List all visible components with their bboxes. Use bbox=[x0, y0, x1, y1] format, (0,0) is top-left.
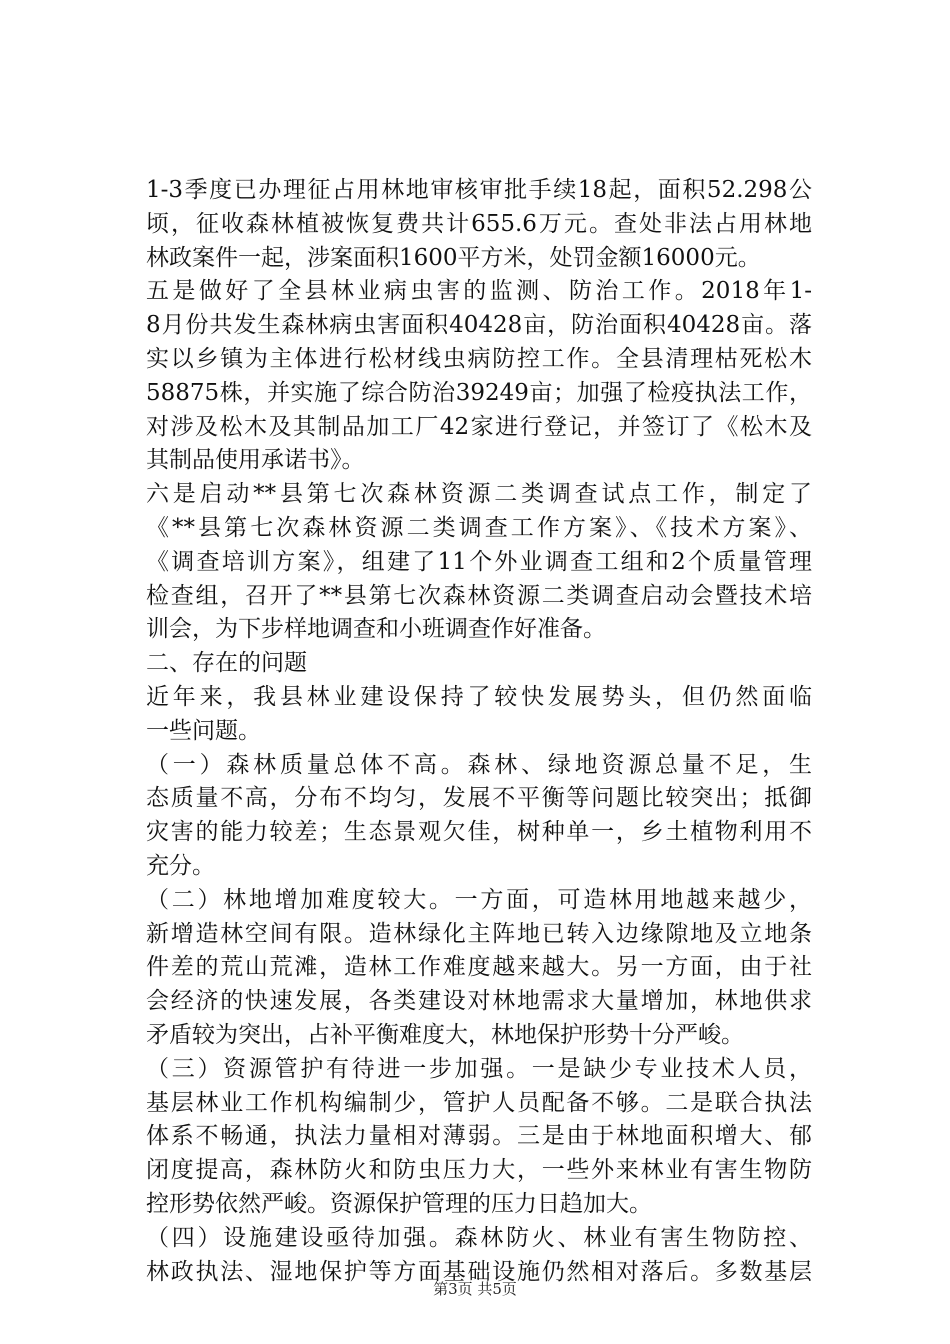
text-line-21: 充分。 bbox=[146, 852, 215, 879]
text-line-10: 六是启动**县第七次森林资源二类调查试点工作，制定了 bbox=[146, 481, 812, 508]
text-line-31: 控形势依然严峻。资源保护管理的压力日趋加大。 bbox=[146, 1190, 652, 1217]
text-line-19: 态质量不高，分布不均匀，发展不平衡等问题比较突出；抵御 bbox=[146, 785, 812, 812]
text-line-22: （二）林地增加难度较大。一方面，可造林用地越来越少， bbox=[146, 886, 812, 913]
text-line-1: 1-3季度已办理征占用林地审核审批手续18起，面积52.298公 bbox=[146, 177, 812, 203]
text-line-16: 近年来，我县林业建设保持了较快发展势头，但仍然面临 bbox=[146, 683, 812, 710]
text-line-8: 对涉及松木及其制品加工厂42家进行登记，并签订了《松木及 bbox=[146, 413, 812, 440]
text-line-32: （四）设施建设亟待加强。森林防火、林业有害生物防控、 bbox=[146, 1224, 812, 1251]
text-line-18: （一）森林质量总体不高。森林、绿地资源总量不足，生 bbox=[146, 751, 812, 778]
text-line-25: 会经济的快速发展，各类建设对林地需求大量增加，林地供求 bbox=[146, 988, 812, 1015]
text-line-4: 五是做好了全县林业病虫害的监测、防治工作。2018年1- bbox=[146, 278, 812, 305]
text-line-33: 林政执法、湿地保护等方面基础设施仍然相对落后。多数基层 bbox=[146, 1258, 812, 1285]
section-heading: 二、存在的问题 bbox=[146, 650, 307, 677]
text-line-5: 8月份共发生森林病虫害面积40428亩，防治面积40428亩。落 bbox=[146, 312, 812, 339]
page-footer: 第3页 共5页 bbox=[433, 1280, 517, 1298]
text-line-23: 新增造林空间有限。造林绿化主阵地已转入边缘隙地及立地条 bbox=[146, 920, 812, 947]
text-line-12: 《调查培训方案》，组建了11个外业调查工组和2个质量管理 bbox=[146, 548, 812, 575]
text-line-29: 体系不畅通，执法力量相对薄弱。三是由于林地面积增大、郁 bbox=[146, 1123, 812, 1150]
text-line-30: 闭度提高，森林防火和防虫压力大，一些外来林业有害生物防 bbox=[146, 1157, 812, 1184]
text-line-2: 顷，征收森林植被恢复费共计655.6万元。查处非法占用林地 bbox=[146, 210, 812, 237]
text-line-28: 基层林业工作机构编制少，管护人员配备不够。二是联合执法 bbox=[146, 1089, 812, 1116]
text-line-6: 实以乡镇为主体进行松材线虫病防控工作。全县清理枯死松木 bbox=[146, 345, 812, 372]
text-line-11: 《**县第七次森林资源二类调查工作方案》、《技术方案》、 bbox=[146, 514, 812, 541]
text-line-9: 其制品使用承诺书》。 bbox=[146, 447, 365, 474]
text-line-13: 检查组，召开了**县第七次森林资源二类调查启动会暨技术培 bbox=[146, 582, 812, 609]
text-line-24: 件差的荒山荒滩，造林工作难度越来越大。另一方面，由于社 bbox=[146, 954, 812, 981]
text-line-14: 训会，为下步样地调查和小班调查作好准备。 bbox=[146, 616, 606, 643]
text-line-26: 矛盾较为突出，占补平衡难度大，林地保护形势十分严峻。 bbox=[146, 1021, 744, 1048]
text-line-20: 灾害的能力较差；生态景观欠佳，树种单一，乡土植物利用不 bbox=[146, 819, 812, 846]
text-line-17: 一些问题。 bbox=[146, 717, 261, 744]
text-line-3: 林政案件一起，涉案面积1600平方米，处罚金额16000元。 bbox=[146, 244, 761, 271]
document-body bbox=[146, 174, 812, 1289]
text-line-7: 58875株，并实施了综合防治39249亩；加强了检疫执法工作， bbox=[146, 379, 812, 406]
text-line-27: （三）资源管护有待进一步加强。一是缺少专业技术人员， bbox=[146, 1055, 812, 1082]
